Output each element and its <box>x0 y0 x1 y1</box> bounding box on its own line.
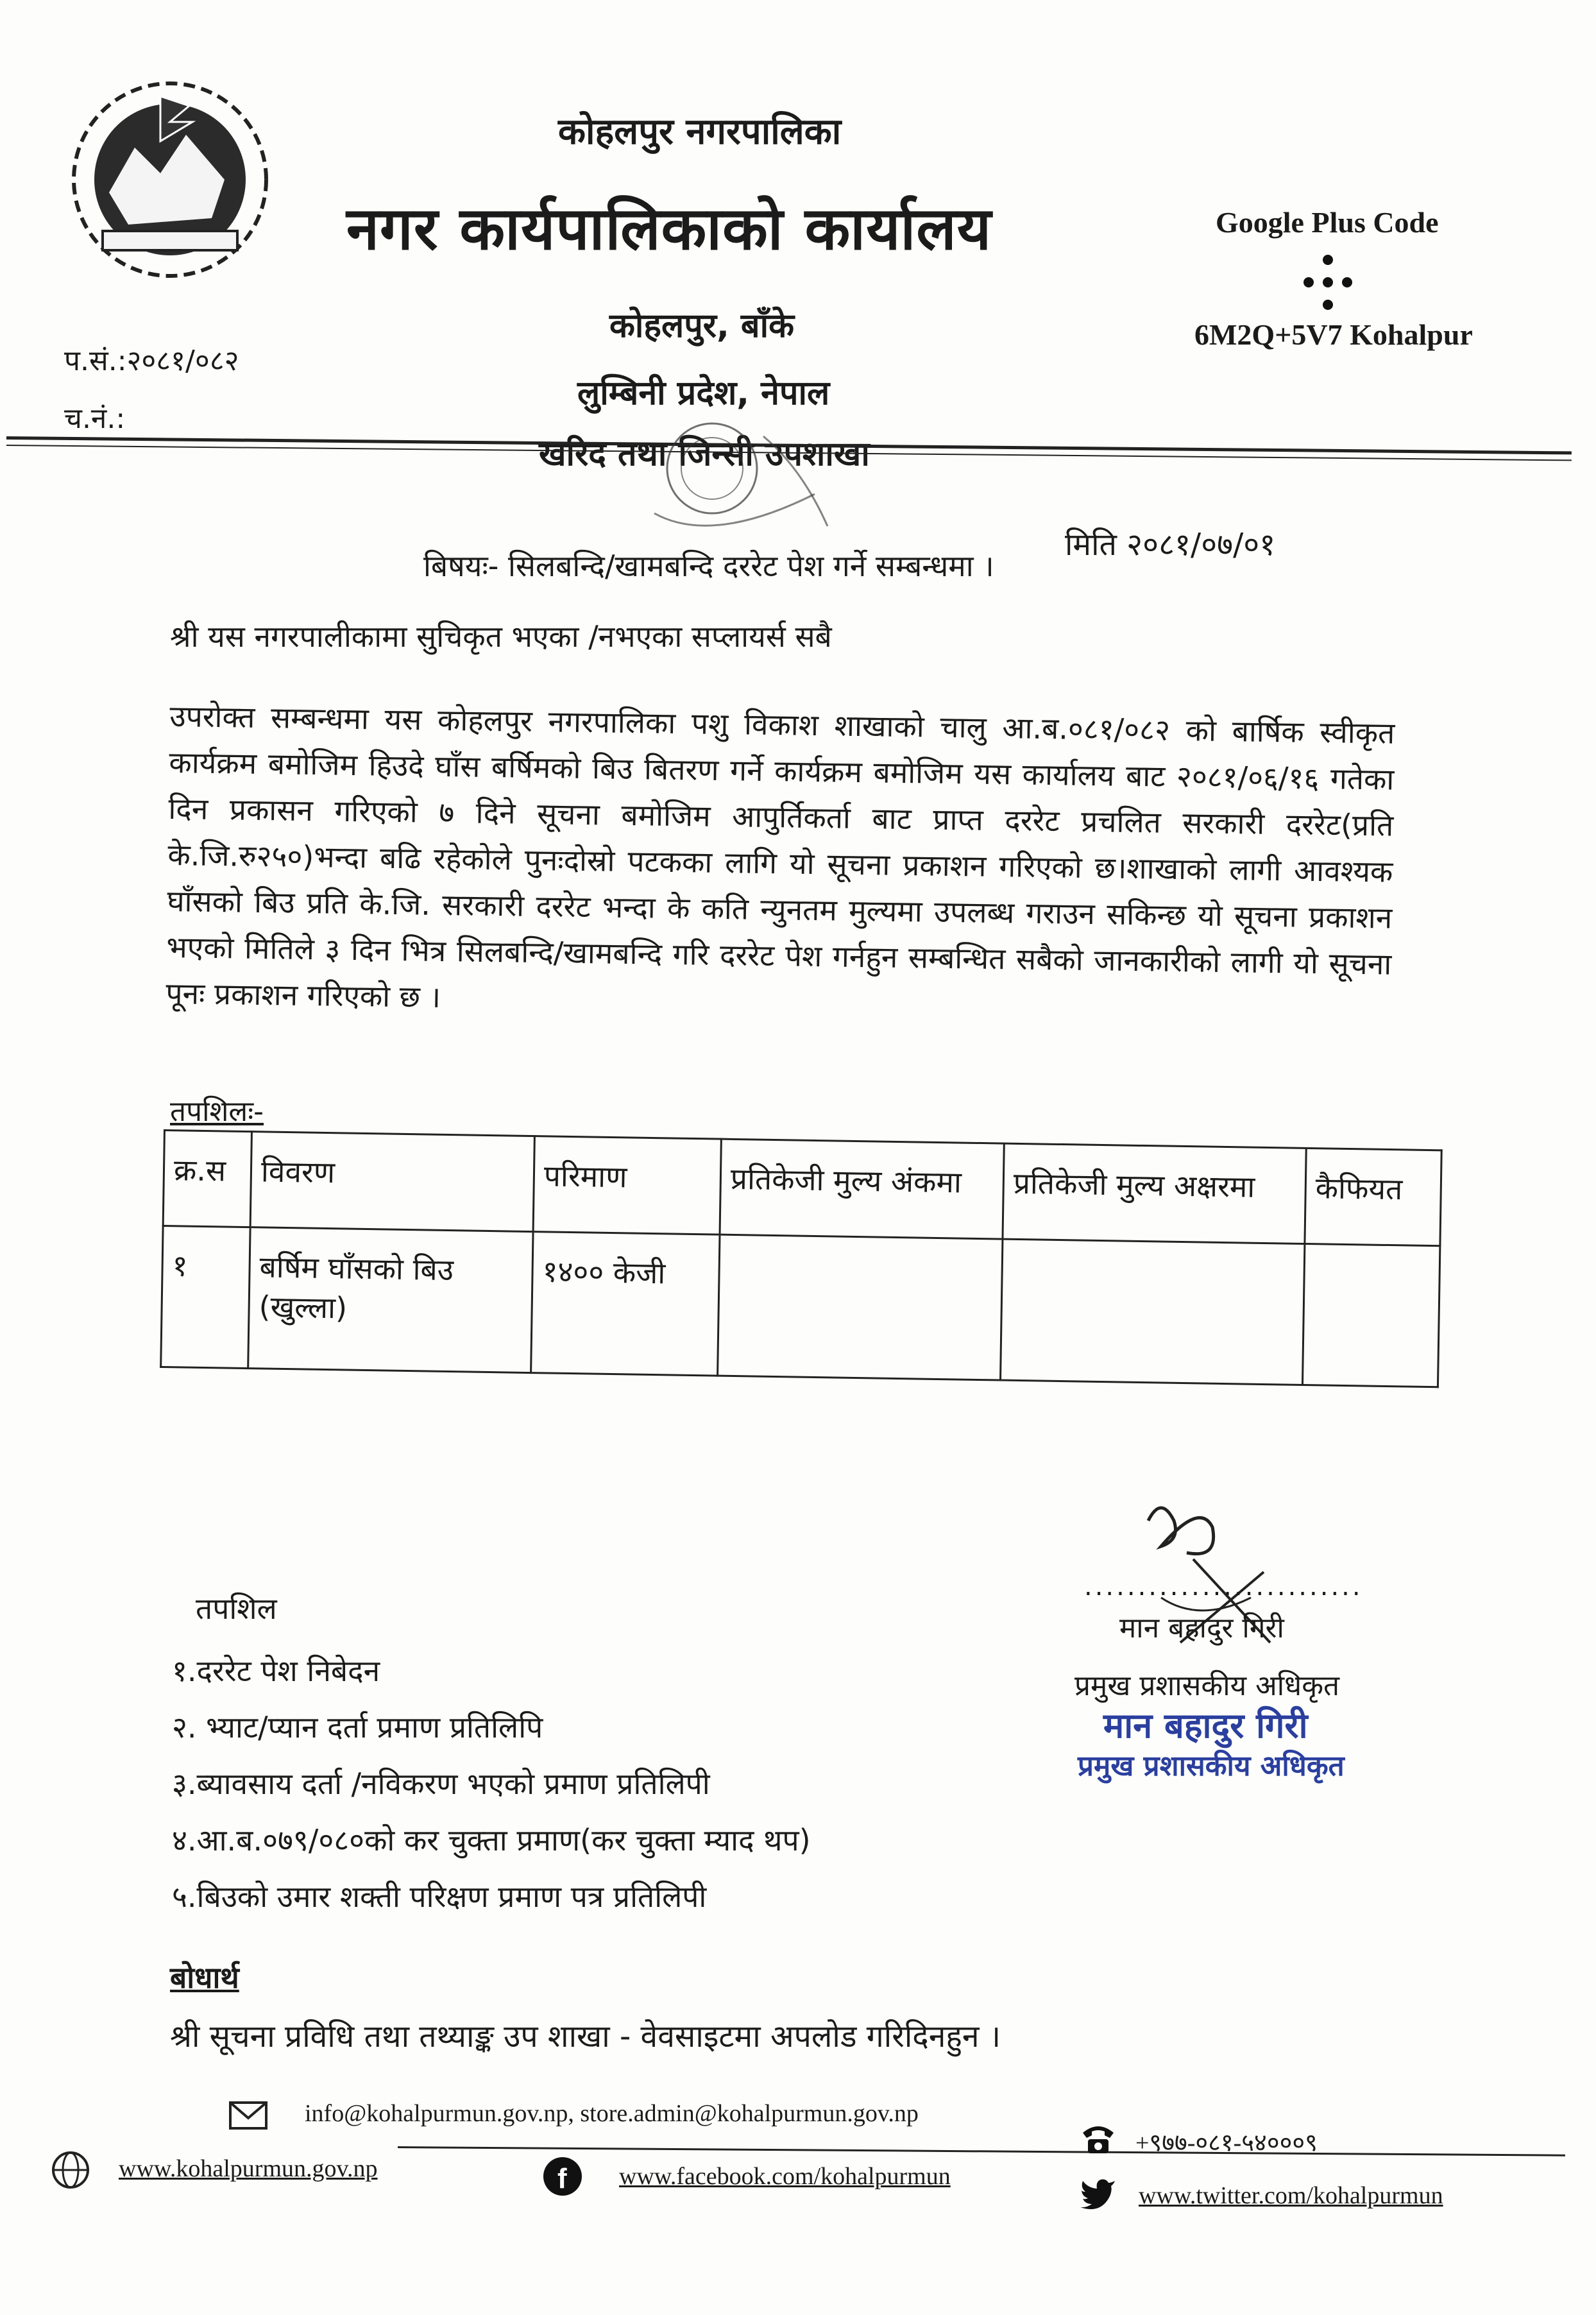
footer-email[interactable]: info@kohalpurmun.gov.np, store.admin@kohalpurmun.gov.np <box>305 2100 919 2127</box>
header-price-words: प्रतिकेजी मुल्य अक्षरमा <box>1003 1143 1306 1243</box>
office-title: नगर कार्यपालिकाको कार्यालय <box>346 194 992 263</box>
svg-text:f: f <box>557 2163 567 2194</box>
plus-code-label: Google Plus Code <box>1216 206 1439 239</box>
envelope-icon <box>228 2095 269 2136</box>
address-line-2: लुम्बिनी प्रदेश, नेपाल <box>577 374 830 413</box>
signatory-name: मान बहादुर गिरी <box>1119 1612 1284 1644</box>
header-sn: क्र.स <box>163 1131 251 1227</box>
cell-price-words <box>1001 1239 1305 1385</box>
body-paragraph: उपरोक्त सम्बन्धमा यस कोहलपुर नगरपालिका पशु विकाश शाखाको चालु आ.ब.०८१/०८२ को बार्षिक स्वीकृत कार्यक्रम बमोजिम हिउदे घाँस बर्षिमको बिउ बितरण गर्ने कार्यक्रम बमोजिम यस कार्यालय बाट २०८१/०६/१६ गतेका दिन प्रकासन गरिएको ७ दिने सूचना बमोजिम आपुर्तिकर्ता बाट प्राप्त दररेट प्रचलित सरकारी दररेट(प्रति के.जि.रु२५०)भन्दा बढि रहेकोले पुनःदोस्रो पटकका लागि यो सूचना प्रकाशन गरिएको छ।शाखाको लागी आवश्यक घाँसको बिउ प्रति के.जि. सरकारी दररेट भन्दा के कति न्युनतम मुल्यमा उपलब्ध गराउन सकिन्छ यो सूचना प्रकाशन भएको मितिले ३ दिन भित्र सिलबन्दि/खामबन्दि गरि दररेट पेश गर्नहुन सम्बन्धित सबैको जानकारीको लागी यो सूचना पूनः प्रकाशन गरिएको छ । <box>166 698 1395 1014</box>
footer-phone: +९७७-०८१-५४०००९ <box>1135 2130 1318 2157</box>
footer-twitter[interactable]: www.twitter.com/kohalpurmun <box>1139 2182 1443 2209</box>
cell-price-figures <box>718 1234 1003 1380</box>
footer-facebook[interactable]: www.facebook.com/kohalpurmun <box>619 2163 951 2190</box>
stamp-name: मान बहादुर गिरी <box>1103 1705 1308 1746</box>
stamp-title: प्रमुख प्रशासकीय अधिकृत <box>1078 1750 1345 1782</box>
cell-quantity: १४०० केजी <box>531 1232 720 1376</box>
list-item: २. भ्याट/प्यान दर्ता प्रमाण प्रतिलिपि <box>172 1710 543 1745</box>
table-label: तपशिलः- <box>170 1095 264 1128</box>
list-item: ३.ब्यावसाय दर्ता /नविकरण भएको प्रमाण प्रतिलिपी <box>172 1766 710 1801</box>
header-description: विवरण <box>250 1132 534 1232</box>
list-item: ५.बिउको उमार शक्ती परिक्षण प्रमाण पत्र प्रतिलिपी <box>172 1879 707 1914</box>
plus-code-value: 6M2Q+5V7 Kohalpur <box>1194 318 1473 351</box>
signatory-title: प्रमुख प्रशासकीय अधिकृत <box>1074 1670 1340 1702</box>
signature-dots: .......................... <box>1084 1572 1363 1602</box>
address-line-1: कोहलपुर, बाँके <box>609 307 795 345</box>
office-stamp <box>635 417 847 552</box>
cell-description: बर्षिम घाँसको बिउ (खुल्ला) <box>248 1227 533 1373</box>
globe-icon <box>50 2149 91 2191</box>
header-price-figures: प्रतिकेजी मुल्य अंकमा <box>720 1139 1004 1239</box>
items-table <box>160 1129 1443 1388</box>
plus-code-dots-icon <box>1296 253 1360 311</box>
list-item: ४.आ.ब.०७९/०८०को कर चुक्ता प्रमाण(कर चुक्ता म्याद थप) <box>172 1823 811 1858</box>
header-remarks: कैफियत <box>1305 1148 1441 1245</box>
government-emblem <box>64 71 276 282</box>
reference-cn: च.नं.: <box>64 402 126 435</box>
enclosures-heading: तपशिल <box>196 1591 277 1626</box>
cc-heading: बोधार्थ <box>170 1960 239 1995</box>
list-item: १.दररेट पेश निबेदन <box>172 1653 380 1688</box>
cell-remarks <box>1302 1243 1439 1387</box>
reference-ps: प.सं.:२०८१/०८२ <box>64 345 239 377</box>
header-quantity: परिमाण <box>533 1136 721 1235</box>
facebook-icon <box>542 2156 583 2197</box>
recipient-line: श्री यस नगरपालीकामा सुचिकृत भएका /नभएका सप्लायर्स सबै <box>170 619 832 654</box>
cell-sn: १ <box>161 1226 250 1369</box>
branch-name: खरिद तथा जिन्सी उपशाखा <box>539 435 870 474</box>
twitter-icon <box>1078 2172 1119 2213</box>
subject-line: बिषयः- सिलबन्दि/खामबन्दि दररेट पेश गर्ने सम्बन्धमा । <box>423 549 994 583</box>
municipality-name: कोहलपुर नगरपालिका <box>558 111 842 153</box>
date: मिति २०८१/०७/०१ <box>1065 527 1276 563</box>
cc-text: श्री सूचना प्रविधि तथा तथ्याङ्क उप शाखा - वेवसाइटमा अपलोड गरिदिनहुन । <box>170 2019 1001 2054</box>
table-row <box>161 1226 1440 1387</box>
phone-icon <box>1078 2117 1119 2158</box>
footer-rule <box>398 2146 1565 2157</box>
footer-website[interactable]: www.kohalpurmun.gov.np <box>119 2155 378 2182</box>
enclosures-list <box>172 1643 811 1925</box>
